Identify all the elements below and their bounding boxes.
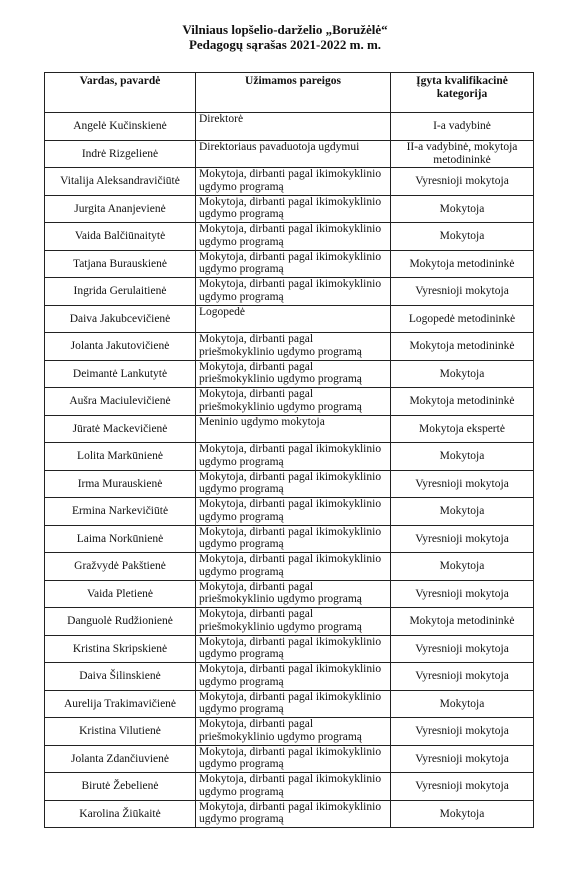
position-cell: Mokytoja, dirbanti pagal ikimokyklinio ugdymo programą (196, 168, 391, 196)
category-cell: Mokytoja (391, 498, 534, 526)
table-row (45, 498, 534, 526)
category-cell: Mokytoja (391, 553, 534, 581)
table-row (45, 470, 534, 498)
table-row (45, 415, 534, 443)
position-cell: Mokytoja, dirbanti pagal priešmokyklinio ugdymo programą (196, 580, 391, 608)
teacher-name-cell: Deimantė Lankutytė (45, 360, 196, 388)
teacher-name-cell: Daiva Jakubcevičienė (45, 305, 196, 333)
table-row (45, 608, 534, 636)
position-cell: Mokytoja, dirbanti pagal ikimokyklinio ugdymo programą (196, 663, 391, 691)
category-cell: Vyresnioji mokytoja (391, 580, 534, 608)
table-row (45, 690, 534, 718)
teacher-name-cell: Vaida Balčiūnaitytė (45, 223, 196, 251)
category-cell: Mokytoja metodininkė (391, 608, 534, 636)
position-cell: Mokytoja, dirbanti pagal ikimokyklinio ugdymo programą (196, 470, 391, 498)
table-row (45, 223, 534, 251)
category-cell: Logopedė metodininkė (391, 305, 534, 333)
category-cell: Mokytoja metodininkė (391, 333, 534, 361)
position-cell: Mokytoja, dirbanti pagal ikimokyklinio ugdymo programą (196, 498, 391, 526)
teacher-name-cell: Jūratė Mackevičienė (45, 415, 196, 443)
position-cell: Mokytoja, dirbanti pagal priešmokyklinio ugdymo programą (196, 360, 391, 388)
table-row (45, 250, 534, 278)
teacher-name-cell: Laima Norkūnienė (45, 525, 196, 553)
table-row (45, 333, 534, 361)
category-cell: Vyresnioji mokytoja (391, 278, 534, 306)
position-cell: Mokytoja, dirbanti pagal priešmokyklinio ugdymo programą (196, 718, 391, 746)
position-cell: Mokytoja, dirbanti pagal ikimokyklinio ugdymo programą (196, 195, 391, 223)
table-row (45, 663, 534, 691)
column-header-position: Užimamos pareigos (196, 73, 391, 113)
category-cell: Vyresnioji mokytoja (391, 525, 534, 553)
title-line-2: Pedagogų sąrašas 2021-2022 m. m. (188, 37, 382, 52)
category-cell: II-a vadybinė, mokytoja metodininkė (391, 140, 534, 168)
position-cell: Mokytoja, dirbanti pagal ikimokyklinio ugdymo programą (196, 525, 391, 553)
category-cell: Mokytoja (391, 443, 534, 471)
category-cell: Mokytoja (391, 800, 534, 828)
position-cell: Logopedė (196, 305, 391, 333)
position-cell: Mokytoja, dirbanti pagal ikimokyklinio ugdymo programą (196, 690, 391, 718)
position-cell: Mokytoja, dirbanti pagal ikimokyklinio ugdymo programą (196, 773, 391, 801)
teacher-name-cell: Danguolė Rudžionienė (45, 608, 196, 636)
teacher-name-cell: Ermina Narkevičiūtė (45, 498, 196, 526)
category-cell: Vyresnioji mokytoja (391, 635, 534, 663)
position-cell: Mokytoja, dirbanti pagal ikimokyklinio ugdymo programą (196, 278, 391, 306)
teacher-name-cell: Jurgita Ananjevienė (45, 195, 196, 223)
position-cell: Mokytoja, dirbanti pagal ikimokyklinio ugdymo programą (196, 443, 391, 471)
table-row (45, 635, 534, 663)
teacher-name-cell: Daiva Šilinskienė (45, 663, 196, 691)
category-cell: I-a vadybinė (391, 113, 534, 141)
category-cell: Mokytoja ekspertė (391, 415, 534, 443)
category-cell: Vyresnioji mokytoja (391, 168, 534, 196)
table-row (45, 773, 534, 801)
table-row (45, 745, 534, 773)
position-cell: Mokytoja, dirbanti pagal priešmokyklinio ugdymo programą (196, 388, 391, 416)
category-cell: Vyresnioji mokytoja (391, 663, 534, 691)
category-cell: Vyresnioji mokytoja (391, 470, 534, 498)
table-row (45, 443, 534, 471)
table-row (45, 800, 534, 828)
teacher-name-cell: Vitalija Aleksandravičiūtė (45, 168, 196, 196)
teacher-name-cell: Jolanta Zdančiuvienė (45, 745, 196, 773)
teacher-name-cell: Jolanta Jakutovičienė (45, 333, 196, 361)
table-row (45, 525, 534, 553)
table-row (45, 553, 534, 581)
position-cell: Direktorė (196, 113, 391, 141)
position-cell: Mokytoja, dirbanti pagal ikimokyklinio ugdymo programą (196, 250, 391, 278)
position-cell: Mokytoja, dirbanti pagal ikimokyklinio ugdymo programą (196, 223, 391, 251)
table-row (45, 360, 534, 388)
table-row (45, 388, 534, 416)
category-cell: Mokytoja metodininkė (391, 250, 534, 278)
teacher-name-cell: Aurelija Trakimavičienė (45, 690, 196, 718)
teacher-name-cell: Indrė Rizgelienė (45, 140, 196, 168)
teacher-name-cell: Gražvydė Pakštienė (45, 553, 196, 581)
teacher-name-cell: Aušra Maciulevičienė (45, 388, 196, 416)
position-cell: Mokytoja, dirbanti pagal priešmokyklinio ugdymo programą (196, 333, 391, 361)
teacher-name-cell: Vaida Pletienė (45, 580, 196, 608)
teacher-name-cell: Birutė Žebelienė (45, 773, 196, 801)
column-header-category: Įgyta kvalifikacinė kategorija (391, 73, 534, 113)
category-cell: Mokytoja (391, 223, 534, 251)
position-cell: Direktoriaus pavaduotoja ugdymui (196, 140, 391, 168)
table-header-row (45, 73, 534, 113)
position-cell: Mokytoja, dirbanti pagal ikimokyklinio ugdymo programą (196, 745, 391, 773)
table-row (45, 718, 534, 746)
teacher-name-cell: Tatjana Burauskienė (45, 250, 196, 278)
table-row (45, 168, 534, 196)
table-row (45, 195, 534, 223)
table-row (45, 113, 534, 141)
title-line-1: Vilniaus lopšelio-darželio „Boružėlė“ (182, 22, 388, 37)
category-cell: Mokytoja (391, 360, 534, 388)
teacher-name-cell: Ingrida Gerulaitienė (45, 278, 196, 306)
teacher-name-cell: Irma Murauskienė (45, 470, 196, 498)
staff-table (44, 72, 534, 828)
table-row (45, 278, 534, 306)
category-cell: Vyresnioji mokytoja (391, 773, 534, 801)
document-title (0, 22, 570, 52)
teacher-name-cell: Lolita Markūnienė (45, 443, 196, 471)
table-row (45, 580, 534, 608)
position-cell: Mokytoja, dirbanti pagal ikimokyklinio ugdymo programą (196, 553, 391, 581)
category-cell: Mokytoja (391, 690, 534, 718)
teacher-name-cell: Angelė Kučinskienė (45, 113, 196, 141)
teacher-name-cell: Kristina Skripskienė (45, 635, 196, 663)
teacher-name-cell: Karolina Žiūkaitė (45, 800, 196, 828)
column-header-name: Vardas, pavardė (45, 73, 196, 113)
category-cell: Mokytoja metodininkė (391, 388, 534, 416)
teacher-name-cell: Kristina Vilutienė (45, 718, 196, 746)
position-cell: Mokytoja, dirbanti pagal ikimokyklinio ugdymo programą (196, 800, 391, 828)
category-cell: Mokytoja (391, 195, 534, 223)
category-cell: Vyresnioji mokytoja (391, 718, 534, 746)
position-cell: Mokytoja, dirbanti pagal ikimokyklinio ugdymo programą (196, 635, 391, 663)
category-cell: Vyresnioji mokytoja (391, 745, 534, 773)
table-row (45, 140, 534, 168)
table-row (45, 305, 534, 333)
position-cell: Meninio ugdymo mokytoja (196, 415, 391, 443)
position-cell: Mokytoja, dirbanti pagal priešmokyklinio ugdymo programą (196, 608, 391, 636)
